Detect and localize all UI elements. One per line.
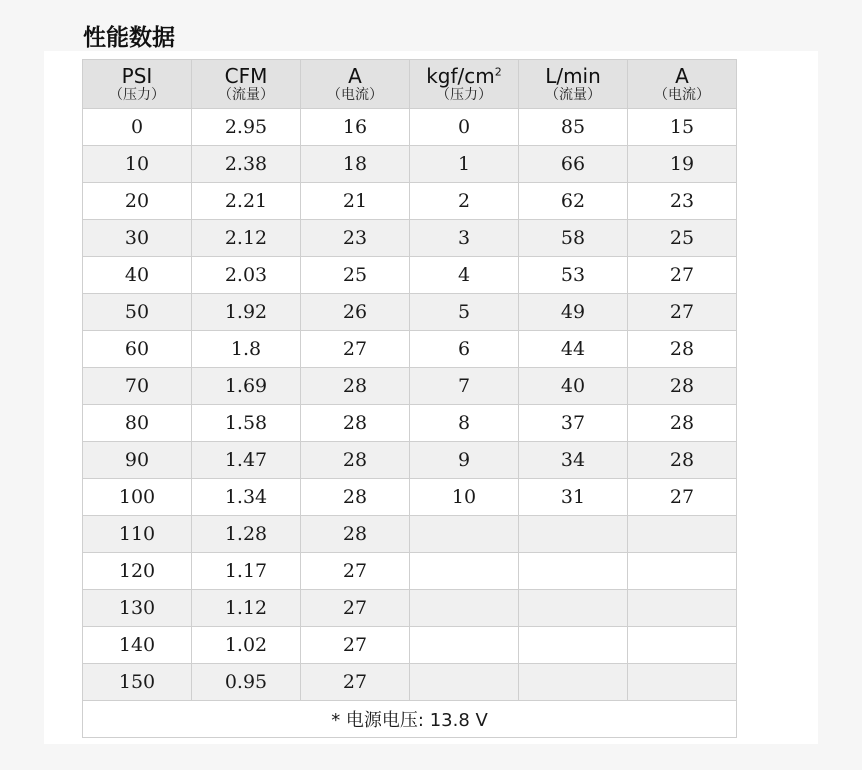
table-cell — [628, 553, 737, 590]
table-cell: 62 — [519, 183, 628, 220]
header-sublabel: （压力） — [436, 87, 492, 103]
table-cell: 100 — [83, 479, 192, 516]
header-label: A — [675, 64, 689, 88]
table-cell: 2.38 — [192, 146, 301, 183]
header-sublabel: （流量） — [545, 87, 601, 103]
header-label: L/min — [545, 64, 601, 88]
table-cell: 34 — [519, 442, 628, 479]
table-cell: 28 — [628, 368, 737, 405]
header-cell — [301, 60, 410, 109]
table-cell: 0 — [410, 109, 519, 146]
footnote: * 电源电压: 13.8 V — [83, 701, 737, 738]
table-cell: 44 — [519, 331, 628, 368]
table-cell: 1.69 — [192, 368, 301, 405]
table-cell — [410, 516, 519, 553]
table-cell: 1 — [410, 146, 519, 183]
table-row — [83, 220, 737, 257]
table-cell: 30 — [83, 220, 192, 257]
table-cell — [628, 664, 737, 701]
table-cell: 1.34 — [192, 479, 301, 516]
table-cell: 37 — [519, 405, 628, 442]
table-cell — [410, 553, 519, 590]
table-cell: 27 — [301, 553, 410, 590]
table-cell: 2.12 — [192, 220, 301, 257]
table-cell: 28 — [301, 479, 410, 516]
table-cell: 7 — [410, 368, 519, 405]
table-cell: 31 — [519, 479, 628, 516]
table-cell: 23 — [301, 220, 410, 257]
page-title: 性能数据 — [83, 25, 175, 51]
table-cell: 15 — [628, 109, 737, 146]
table-cell: 3 — [410, 220, 519, 257]
table-row — [83, 442, 737, 479]
table-cell: 27 — [301, 627, 410, 664]
table-row — [83, 368, 737, 405]
table-cell: 20 — [83, 183, 192, 220]
table-cell: 28 — [301, 516, 410, 553]
table-cell — [519, 627, 628, 664]
superscript: 2 — [494, 65, 502, 79]
table-cell: 28 — [301, 442, 410, 479]
table-cell: 5 — [410, 294, 519, 331]
table-cell: 1.47 — [192, 442, 301, 479]
table-cell: 23 — [628, 183, 737, 220]
table-cell: 2.03 — [192, 257, 301, 294]
table-cell: 25 — [301, 257, 410, 294]
table-cell: 0.95 — [192, 664, 301, 701]
table-cell: 53 — [519, 257, 628, 294]
table-cell — [628, 516, 737, 553]
table-cell: 130 — [83, 590, 192, 627]
table-cell: 0 — [83, 109, 192, 146]
table-cell: 70 — [83, 368, 192, 405]
header-label: A — [348, 64, 362, 88]
table-cell: 140 — [83, 627, 192, 664]
table-cell — [628, 590, 737, 627]
table-cell: 28 — [301, 405, 410, 442]
performance-table — [82, 59, 737, 738]
table-cell: 27 — [628, 257, 737, 294]
header-label: CFM — [224, 64, 268, 88]
table-cell: 28 — [628, 331, 737, 368]
header-cell — [628, 60, 737, 109]
table-cell: 1.58 — [192, 405, 301, 442]
table-row — [83, 479, 737, 516]
table-cell: 85 — [519, 109, 628, 146]
table-cell — [410, 590, 519, 627]
table-cell: 8 — [410, 405, 519, 442]
table-cell: 27 — [301, 664, 410, 701]
table-cell: 27 — [628, 294, 737, 331]
table-cell — [519, 664, 628, 701]
table-row — [83, 109, 737, 146]
header-row — [83, 60, 737, 109]
table-cell: 27 — [301, 331, 410, 368]
table-cell: 50 — [83, 294, 192, 331]
table-row — [83, 405, 737, 442]
footnote-row — [83, 701, 737, 738]
table-cell: 150 — [83, 664, 192, 701]
table-row — [83, 664, 737, 701]
table-cell: 26 — [301, 294, 410, 331]
header-sublabel: （电流） — [327, 87, 383, 103]
table-cell — [410, 627, 519, 664]
table-cell: 6 — [410, 331, 519, 368]
table-cell: 2.95 — [192, 109, 301, 146]
table-cell: 110 — [83, 516, 192, 553]
table-body — [83, 109, 737, 701]
table-row — [83, 257, 737, 294]
table-cell: 49 — [519, 294, 628, 331]
table-cell: 25 — [628, 220, 737, 257]
table-cell: 16 — [301, 109, 410, 146]
table-cell: 66 — [519, 146, 628, 183]
table-row — [83, 590, 737, 627]
header-label: kgf/$cm^2$ — [426, 64, 502, 88]
table-cell: 58 — [519, 220, 628, 257]
table-cell: 28 — [628, 405, 737, 442]
table-row — [83, 331, 737, 368]
table-cell: 10 — [410, 479, 519, 516]
table-cell: 80 — [83, 405, 192, 442]
header-cell — [192, 60, 301, 109]
header-cell — [519, 60, 628, 109]
table-cell — [628, 627, 737, 664]
table-cell: 90 — [83, 442, 192, 479]
table-cell: 1.17 — [192, 553, 301, 590]
table-cell: 40 — [83, 257, 192, 294]
table-cell: 1.12 — [192, 590, 301, 627]
table-cell: 27 — [628, 479, 737, 516]
header-sublabel: （电流） — [654, 87, 710, 103]
table-cell: 10 — [83, 146, 192, 183]
table-row — [83, 516, 737, 553]
table-cell — [410, 664, 519, 701]
table-cell: 28 — [628, 442, 737, 479]
table-row — [83, 146, 737, 183]
table-cell: 40 — [519, 368, 628, 405]
table-cell — [519, 590, 628, 627]
header-cell — [410, 60, 519, 109]
table-cell: 4 — [410, 257, 519, 294]
table-cell: 2.21 — [192, 183, 301, 220]
table-cell: 9 — [410, 442, 519, 479]
table-row — [83, 553, 737, 590]
table-cell: 120 — [83, 553, 192, 590]
header-sublabel: （流量） — [218, 87, 274, 103]
table-cell: 60 — [83, 331, 192, 368]
table-cell: 1.02 — [192, 627, 301, 664]
header-cell — [83, 60, 192, 109]
table-cell: 27 — [301, 590, 410, 627]
header-label: PSI — [121, 64, 153, 88]
table-cell: 2 — [410, 183, 519, 220]
table-cell: 1.28 — [192, 516, 301, 553]
header-sublabel: （压力） — [109, 87, 165, 103]
table-row — [83, 294, 737, 331]
table-row — [83, 627, 737, 664]
table-cell: 1.8 — [192, 331, 301, 368]
table-cell: 1.92 — [192, 294, 301, 331]
table-cell — [519, 516, 628, 553]
table-row — [83, 183, 737, 220]
table-cell — [519, 553, 628, 590]
table-cell: 28 — [301, 368, 410, 405]
table-cell: 21 — [301, 183, 410, 220]
table-cell: 19 — [628, 146, 737, 183]
table-cell: 18 — [301, 146, 410, 183]
